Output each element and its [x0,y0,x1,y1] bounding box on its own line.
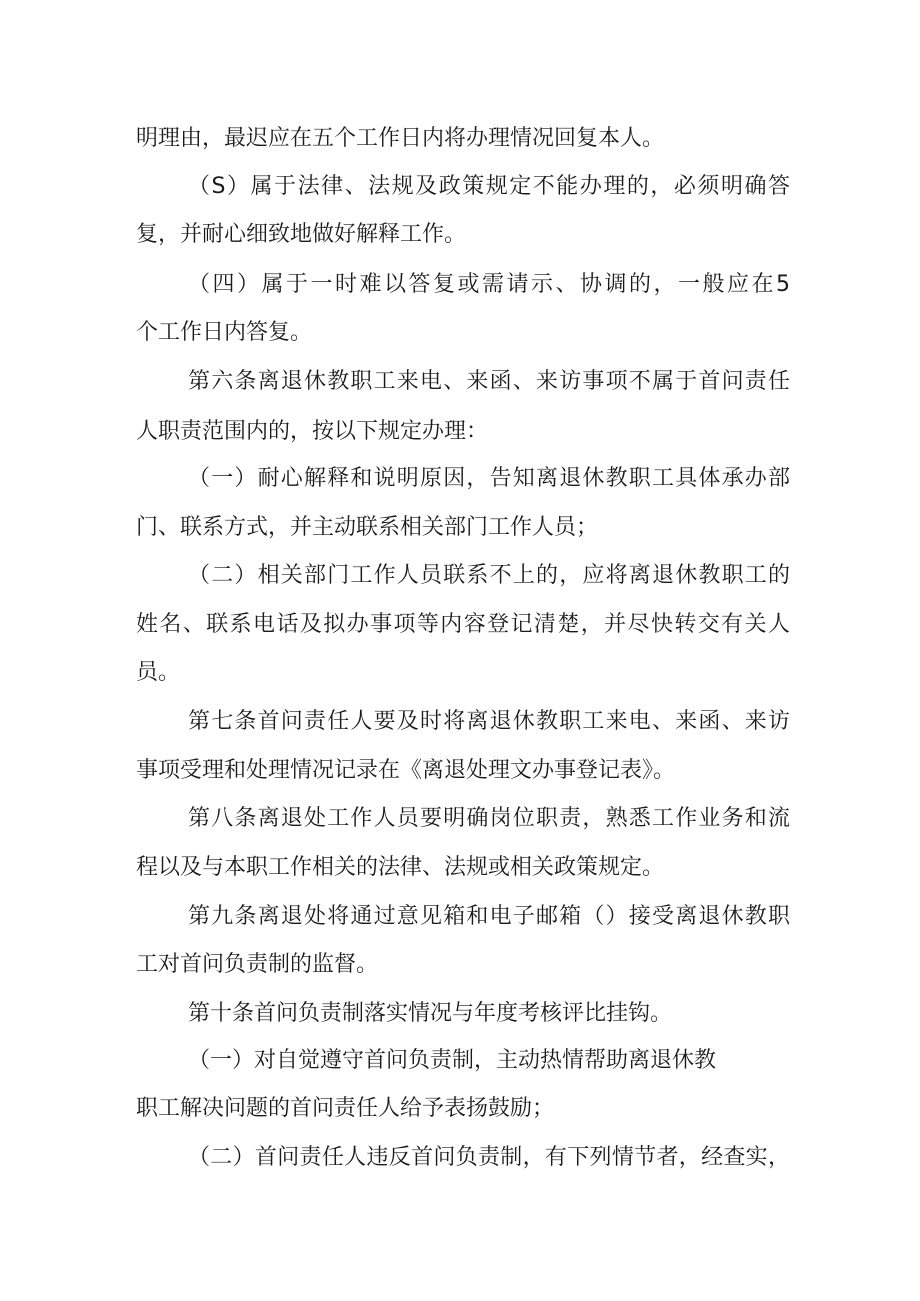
paragraph-line: 事项受理和处理情况记录在《离退处理文办事登记表》。 [136,758,676,783]
paragraph-line: 职工解决问题的首问责任人给予表扬鼓励； [136,1096,555,1121]
paragraph-line: 明理由，最迟应在五个工作日内将办理情况回复本人。 [136,126,665,151]
paragraph-line: 第十条首问负责制落实情况与年度考核评比挂钩。 [188,1001,673,1026]
paragraph-line: 个工作日内答复。 [136,320,313,345]
paragraph-line: 工对首问负责制的监督。 [136,952,379,977]
paragraph-line: （四）属于一时难以答复或需请示、协调的，一般应在5 [188,272,790,297]
paragraph-line: 复，并耐心细致地做好解释工作。 [136,222,467,247]
paragraph-line: 门、联系方式，并主动联系相关部门工作人员； [136,515,599,540]
paragraph-line: 第六条离退休教职工来电、来函、来访事项不属于首问责任 [188,369,790,394]
paragraph-line: 程以及与本职工作相关的法律、法规或相关政策规定。 [136,855,665,880]
paragraph-line: （一）耐心解释和说明原因，告知离退休教职工具体承办部 [188,466,790,491]
paragraph-line: 第七条首问责任人要及时将离退休教职工来电、来函、来访 [188,709,790,734]
paragraph-line: （S）属于法律、法规及政策规定不能办理的，必须明确答 [188,174,790,199]
paragraph-line: 人职责范围内的，按以下规定办理： [136,419,489,444]
paragraph-line: （二）首问责任人违反首问负责制，有下列情节者，经查实， [188,1145,790,1170]
paragraph-line: 第八条离退处工作人员要明确岗位职责，熟悉工作业务和流 [188,806,790,831]
paragraph-line: （一）对自觉遵守首问负责制，主动热情帮助离退休教 [188,1048,717,1073]
paragraph-line: （二）相关部门工作人员联系不上的，应将离退休教职工的 [188,563,790,588]
paragraph-line: 第九条离退处将通过意见箱和电子邮箱（）接受离退休教职 [188,904,790,929]
paragraph-line: 员。 [136,660,181,685]
paragraph-line: 姓名、联系电话及拟办事项等内容登记清楚，并尽快转交有关人 [136,612,790,637]
